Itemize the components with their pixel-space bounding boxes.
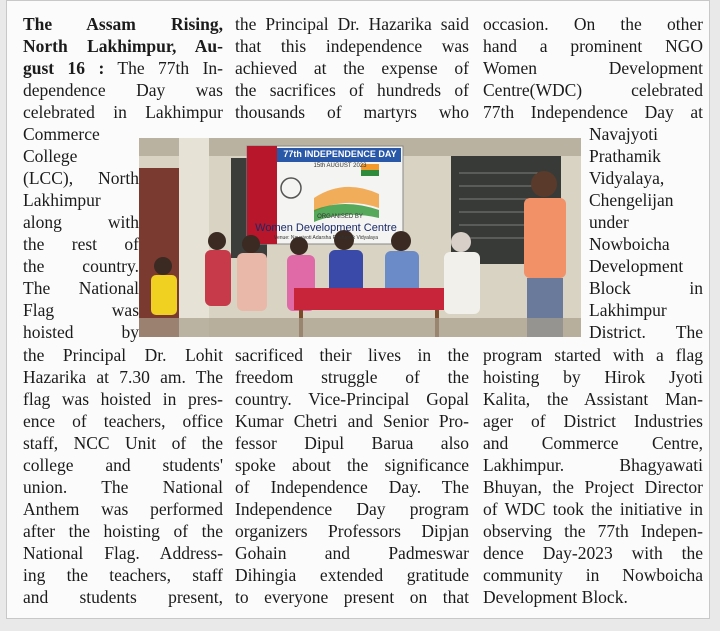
text-line: the Principal Dr. Lohit bbox=[23, 345, 223, 365]
text-line: staff, NCC Unit of the bbox=[23, 433, 223, 453]
banner-organization: Women Development Centre bbox=[255, 222, 397, 234]
text-line: 77th Independence Day at bbox=[483, 102, 703, 122]
column-3-top bbox=[483, 13, 703, 123]
text-line: Women Development bbox=[483, 58, 703, 78]
text-line: Development bbox=[589, 256, 684, 276]
text-line: observing the 77th Indepen- bbox=[483, 521, 703, 541]
text-line: ing the teachers, staff bbox=[23, 565, 223, 585]
text-line: of Independence Day. The bbox=[235, 477, 469, 497]
column-1-wrap bbox=[23, 123, 139, 343]
newspaper-clipping bbox=[6, 0, 710, 619]
text-line: Nowboicha bbox=[589, 234, 670, 254]
text-line: ence of teachers, office bbox=[23, 411, 223, 431]
text-line: freedom struggle of the bbox=[235, 367, 469, 387]
text-line: Independence Day program bbox=[235, 499, 469, 519]
text-line: hand a prominent NGO bbox=[483, 36, 703, 56]
text-line: Bhuyan, the Project Director bbox=[483, 477, 703, 497]
banner-venue: Venue: Navajyoti Adarsha Prathamik Vidyalaya bbox=[273, 235, 379, 241]
column-1-top bbox=[23, 13, 223, 123]
text-line: that this independence was bbox=[235, 36, 469, 56]
text-line: community in Nowboicha bbox=[483, 565, 703, 585]
text-line: Commerce bbox=[23, 124, 100, 144]
text-line: Lakhimpur. Bhagyawati bbox=[483, 455, 703, 475]
text-line: under bbox=[589, 212, 629, 232]
text-line: of WDC took the initiative in bbox=[483, 499, 703, 519]
text-line: Lakhimpur bbox=[23, 190, 101, 210]
text-line bbox=[23, 101, 223, 123]
text-line: Chengelijan bbox=[589, 190, 674, 210]
text-line: college and students' bbox=[23, 455, 223, 475]
text-line: Gohain and Padmeswar bbox=[235, 543, 469, 563]
text-line: hoisting by Hirok Jyoti bbox=[483, 367, 703, 387]
text-line: spoke about the significance bbox=[235, 455, 469, 475]
text-line bbox=[23, 57, 223, 79]
text-line: achieved at the expense of bbox=[235, 58, 469, 78]
text-line: ager of District Industries bbox=[483, 411, 703, 431]
text-line: Kumar Chetri and Senior Pro- bbox=[235, 411, 469, 431]
text-line: hoisted by bbox=[23, 322, 139, 342]
text-line: flag was hoisted in pres- bbox=[23, 389, 223, 409]
text-line: Anthem was performed bbox=[23, 499, 223, 519]
text-line: Hazarika at 7.30 am. The bbox=[23, 367, 223, 387]
text-line bbox=[23, 35, 223, 57]
text-line: Lakhimpur bbox=[589, 300, 667, 320]
text-line: country. Vice-Principal Gopal bbox=[235, 389, 469, 409]
text-run: dependence Day was bbox=[23, 80, 223, 100]
text-line: program started with a flag bbox=[483, 345, 703, 365]
text-line: and students present, bbox=[23, 587, 223, 607]
text-line: Navajyoti bbox=[589, 124, 659, 144]
text-line: Kalita, the Assistant Man- bbox=[483, 389, 703, 409]
text-line: to everyone present on that bbox=[235, 587, 469, 607]
text-line: Prathamik bbox=[589, 146, 661, 166]
text-line: and Commerce Centre, bbox=[483, 433, 703, 453]
text-line: Vidyalaya, bbox=[589, 168, 665, 188]
text-line: The National bbox=[23, 278, 139, 298]
banner-date: 15th AUGUST 2023 bbox=[313, 163, 367, 169]
text-line: Development Block. bbox=[483, 587, 628, 607]
text-line: (LCC), North bbox=[23, 168, 139, 188]
text-line: organizers Professors Dipjan bbox=[235, 521, 469, 541]
text-line: fessor Dipul Barua also bbox=[235, 433, 469, 453]
banner-organised-by: ORGANISED BY bbox=[317, 214, 363, 220]
text-line: the rest of bbox=[23, 234, 139, 254]
text-line: District. The bbox=[589, 322, 703, 342]
text-line: College bbox=[23, 146, 78, 166]
text-run: The 77th In- bbox=[104, 58, 223, 78]
text-line: dence Day-2023 with the bbox=[483, 543, 703, 563]
column-1-bottom bbox=[23, 344, 223, 608]
column-2-top bbox=[235, 13, 469, 123]
banner-title: 77th INDEPENDENCE DAY bbox=[283, 149, 397, 159]
text-line: occasion. On the other bbox=[483, 14, 703, 34]
column-3-bottom bbox=[483, 344, 703, 608]
text-line: the Principal Dr. Hazarika said bbox=[235, 14, 469, 34]
dateline: North Lakhimpur, Au- bbox=[23, 36, 223, 56]
text-line: Dihingia extended gratitude bbox=[235, 565, 469, 585]
text-line: union. The National bbox=[23, 477, 223, 497]
dateline: The Assam Rising, bbox=[23, 14, 223, 34]
text-line bbox=[23, 13, 223, 35]
text-line: after the hoisting of the bbox=[23, 521, 223, 541]
text-run: celebrated in Lakhimpur bbox=[23, 102, 223, 122]
text-line: Block in bbox=[589, 278, 703, 298]
column-2-bottom bbox=[235, 344, 469, 608]
dateline: gust 16 : bbox=[23, 58, 105, 78]
column-3-wrap bbox=[589, 123, 703, 343]
text-line: Flag was bbox=[23, 300, 139, 320]
event-photo bbox=[139, 138, 581, 337]
text-line bbox=[23, 79, 223, 101]
text-line: along with bbox=[23, 212, 139, 232]
text-line: thousands of martyrs who bbox=[235, 102, 469, 122]
text-line: sacrificed their lives in the bbox=[235, 345, 469, 365]
text-line: Centre(WDC) celebrated bbox=[483, 80, 703, 100]
text-line: National Flag. Address- bbox=[23, 543, 223, 563]
text-line: the country. bbox=[23, 256, 139, 276]
text-line: the sacrifices of hundreds of bbox=[235, 80, 469, 100]
